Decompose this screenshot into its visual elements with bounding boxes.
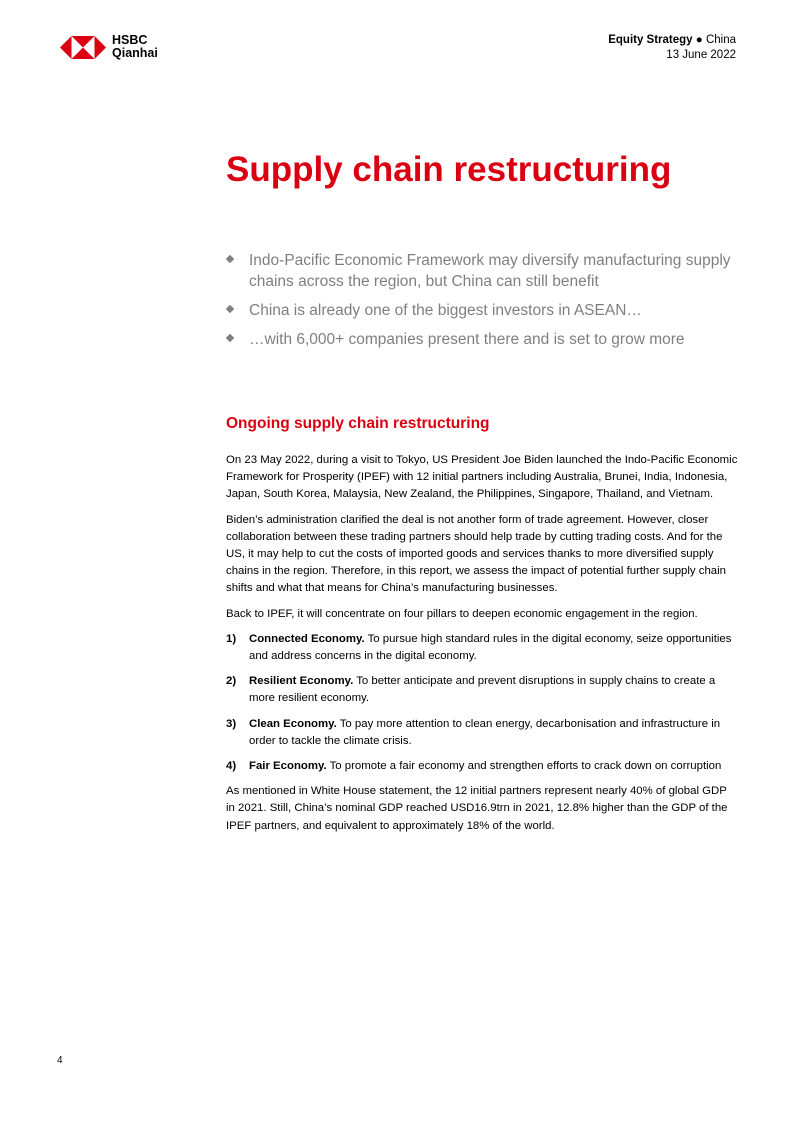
page-number: 4: [57, 1055, 63, 1066]
pillar-number: 2): [226, 675, 237, 688]
pillar-number: 4): [226, 760, 237, 773]
body-paragraph: On 23 May 2022, during a visit to Tokyo, US President Joe Biden launched the Indo-Pacific Economic Framework for Prosperity (IPEF) with 12 initial partners including Australia, Brunei, India, Indonesia, Japan, South Korea, Malaysia, New Zealand, the Philippines, Singapore, Thailand, and Vietnam.: [226, 454, 738, 501]
hsbc-qianhai-logo: [60, 34, 158, 60]
body-paragraph: Biden’s administration clarified the deal is not another form of trade agreement. However, closer collaboration between these trading partners should help trade by cutting trading costs. And for the US, it may help to cut the costs of imported goods and services thanks to more diversified supply chains in the region. Therefore, in this report, we assess the impact of potential further supply chain shifts and what that means for China’s manufacturing businesses.: [226, 513, 726, 595]
key-point: [226, 250, 746, 292]
hsbc-hexagon-icon: [60, 36, 106, 59]
key-point-text: …with 6,000+ companies present there and is set to grow more: [249, 331, 685, 348]
pillar-name: Connected Economy.: [249, 632, 365, 645]
pillar-name: Resilient Economy.: [249, 675, 354, 688]
pillar-item: [226, 758, 738, 775]
pillar-item: [226, 631, 738, 665]
diamond-bullet-icon: [226, 305, 234, 313]
pillar-number: 1): [226, 632, 237, 645]
key-point-text: Indo-Pacific Economic Framework may diversify manufacturing supply chains across the region, but China can still benefit: [249, 252, 731, 290]
logo-line-2: Qianhai: [112, 46, 158, 60]
report-meta: [608, 33, 736, 63]
key-point: [226, 329, 746, 350]
page-title: Supply chain restructuring: [226, 150, 672, 189]
report-date: 13 June 2022: [666, 49, 736, 61]
diamond-bullet-icon: [226, 334, 234, 342]
pillar-description: To pay more attention to clean energy, decarbonisation and infrastructure in order to tackle the climate crisis.: [249, 717, 721, 747]
report-type: Equity Strategy: [608, 34, 693, 46]
diamond-bullet-icon: [226, 255, 234, 263]
logo-line-1: HSBC: [112, 33, 148, 47]
pillars-list: [226, 631, 738, 775]
section-heading: Ongoing supply chain restructuring: [226, 415, 490, 432]
key-points-list: [226, 250, 746, 358]
body-paragraph: Back to IPEF, it will concentrate on four pillars to deepen economic engagement in the region.: [226, 607, 698, 620]
pillar-item: [226, 673, 738, 707]
pillar-description: To pursue high standard rules in the digital economy, seize opportunities and address concerns in the digital economy.: [249, 632, 732, 663]
pillar-description: To better anticipate and prevent disruptions in supply chains to create a more resilient economy.: [249, 675, 716, 705]
report-region: China: [705, 34, 736, 46]
meta-separator: ●: [695, 34, 703, 46]
pillar-name: Fair Economy.: [249, 760, 327, 773]
pillar-name: Clean Economy.: [249, 717, 337, 730]
key-point-text: China is already one of the biggest investors in ASEAN…: [249, 302, 642, 319]
pillar-number: 3): [226, 717, 237, 730]
pillar-item: [226, 716, 738, 750]
key-point: [226, 300, 746, 321]
closing-paragraph: As mentioned in White House statement, the 12 initial partners represent nearly 40% of global GDP in 2021. Still, China’s nominal GDP reached USD16.9trn in 2021, 12.8% higher than the GDP of the IPEF partners, and equivalent to approximately 18% of the world.: [226, 785, 728, 832]
logo-wordmark: [112, 34, 158, 60]
pillar-description: To promote a fair economy and strengthen efforts to crack down on corruption: [326, 760, 722, 773]
section-body: [226, 452, 738, 843]
report-category: [608, 33, 736, 48]
